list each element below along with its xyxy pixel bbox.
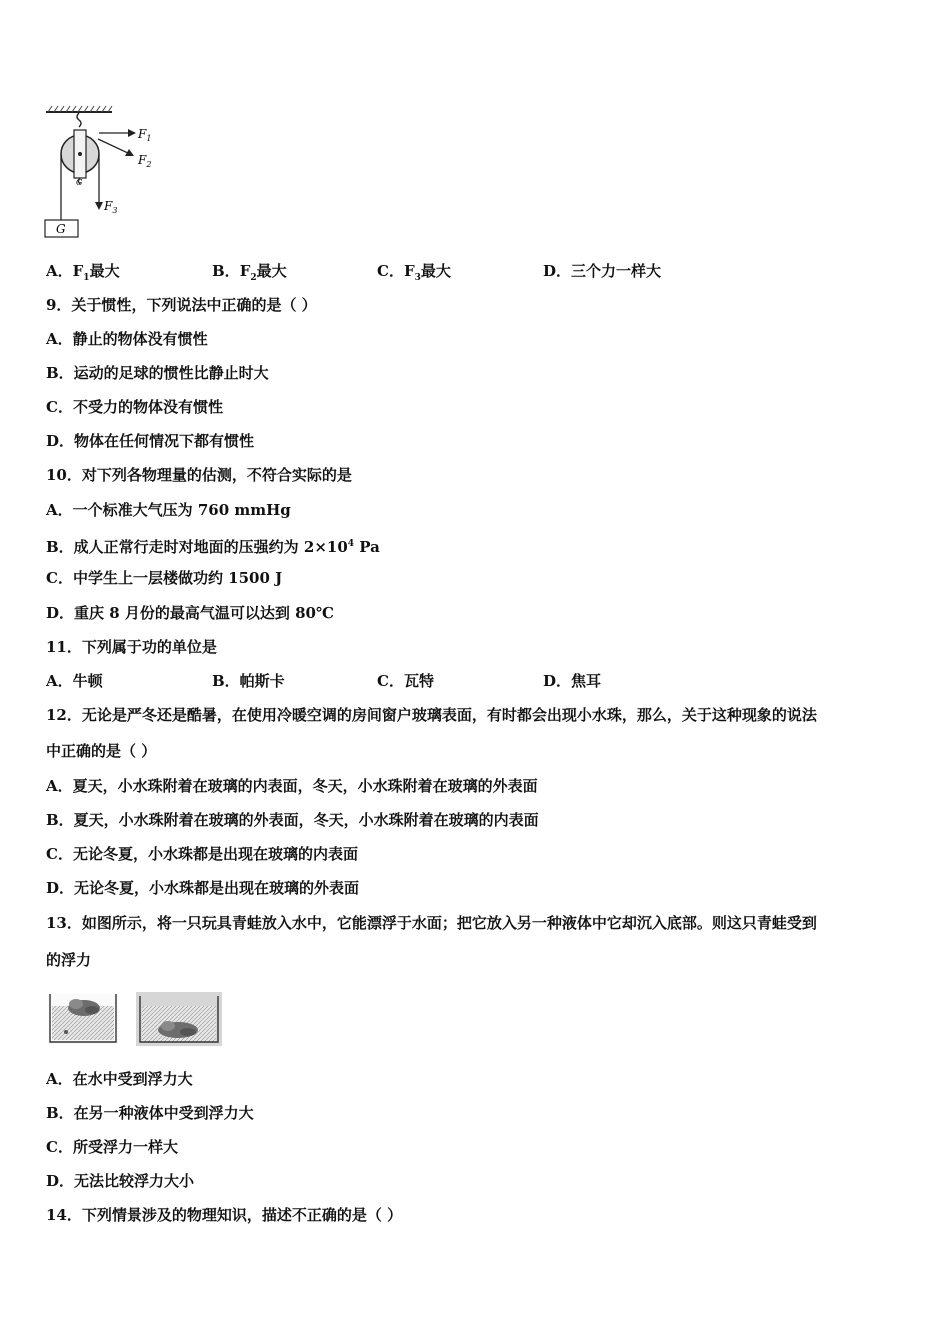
q13-option-c: C．所受浮力一样大 — [46, 1138, 178, 1156]
q14-stem: 14．下列情景涉及的物理知识，描述不正确的是（ ） — [46, 1206, 403, 1224]
q13-stem-line2: 的浮力 — [46, 951, 92, 969]
q8-option-a: A．$F_1$最大 — [46, 262, 120, 283]
q9-option-b: B．运动的足球的惯性比静止时大 — [46, 364, 269, 382]
q10-option-a: A．一个标准大气压为 760 mmHg — [46, 501, 291, 519]
q13-option-a: A．在水中受到浮力大 — [46, 1070, 193, 1088]
q11-stem: 11．下列属于功的单位是 — [46, 638, 217, 656]
q10-option-b: B．成人正常行走时对地面的压强约为 $2\times 10^4$ Pa — [46, 538, 380, 556]
q11-option-a: A．牛顿 — [46, 672, 103, 690]
q13-option-d: D．无法比较浮力大小 — [46, 1172, 195, 1190]
q12-stem-line1: 12．无论是严冬还是酷暑，在使用冷暖空调的房间窗户玻璃表面，有时都会出现小水珠，那么，关于这种现象的说法 — [46, 706, 817, 724]
f3-label: $F_3$ — [104, 199, 118, 215]
f2-label: $F_2$ — [138, 153, 152, 169]
frog-containers-figure — [46, 992, 224, 1048]
q9-option-d: D．物体在任何情况下都有惯性 — [46, 432, 255, 450]
q13-stem-line1: 13．如图所示，将一只玩具青蛙放入水中，它能漂浮于水面；把它放入另一种液体中它却沉入底部。则这只青蛙受到 — [46, 914, 817, 932]
q11-option-b: B．帕斯卡 — [212, 672, 285, 690]
q10-stem: 10．对下列各物理量的估测，不符合实际的是 — [46, 466, 352, 484]
q10-option-d: D．重庆 8 月份的最高气温可以达到 80℃ — [46, 604, 334, 622]
q11-option-d: D．焦耳 — [543, 672, 602, 690]
q12-option-d: D．无论冬夏，小水珠都是出现在玻璃的外表面 — [46, 879, 360, 897]
q13-option-b: B．在另一种液体中受到浮力大 — [46, 1104, 254, 1122]
q9-stem: 9．关于惯性，下列说法中正确的是（ ） — [46, 296, 317, 314]
q8-option-c: C．$F_3$最大 — [377, 262, 451, 283]
f1-label: $F_1$ — [138, 127, 152, 143]
q9-option-a: A．静止的物体没有惯性 — [46, 330, 208, 348]
pulley-figure — [40, 104, 170, 242]
q12-option-a: A．夏天，小水珠附着在玻璃的内表面，冬天，小水珠附着在玻璃的外表面 — [46, 777, 538, 795]
q9-option-c: C．不受力的物体没有惯性 — [46, 398, 223, 416]
q12-option-b: B．夏天，小水珠附着在玻璃的外表面，冬天，小水珠附着在玻璃的内表面 — [46, 811, 539, 829]
q12-option-c: C．无论冬夏，小水珠都是出现在玻璃的内表面 — [46, 845, 358, 863]
q8-option-d: D．三个力一样大 — [543, 262, 662, 280]
q8-option-b: B．$F_2$最大 — [212, 262, 287, 283]
weight-g-label: G — [56, 222, 66, 236]
q11-option-c: C．瓦特 — [377, 672, 434, 690]
pulley-g-label: G — [76, 178, 83, 187]
q12-stem-line2: 中正确的是（ ） — [46, 742, 157, 760]
q10-option-c: C．中学生上一层楼做功约 1500 J — [46, 569, 283, 587]
